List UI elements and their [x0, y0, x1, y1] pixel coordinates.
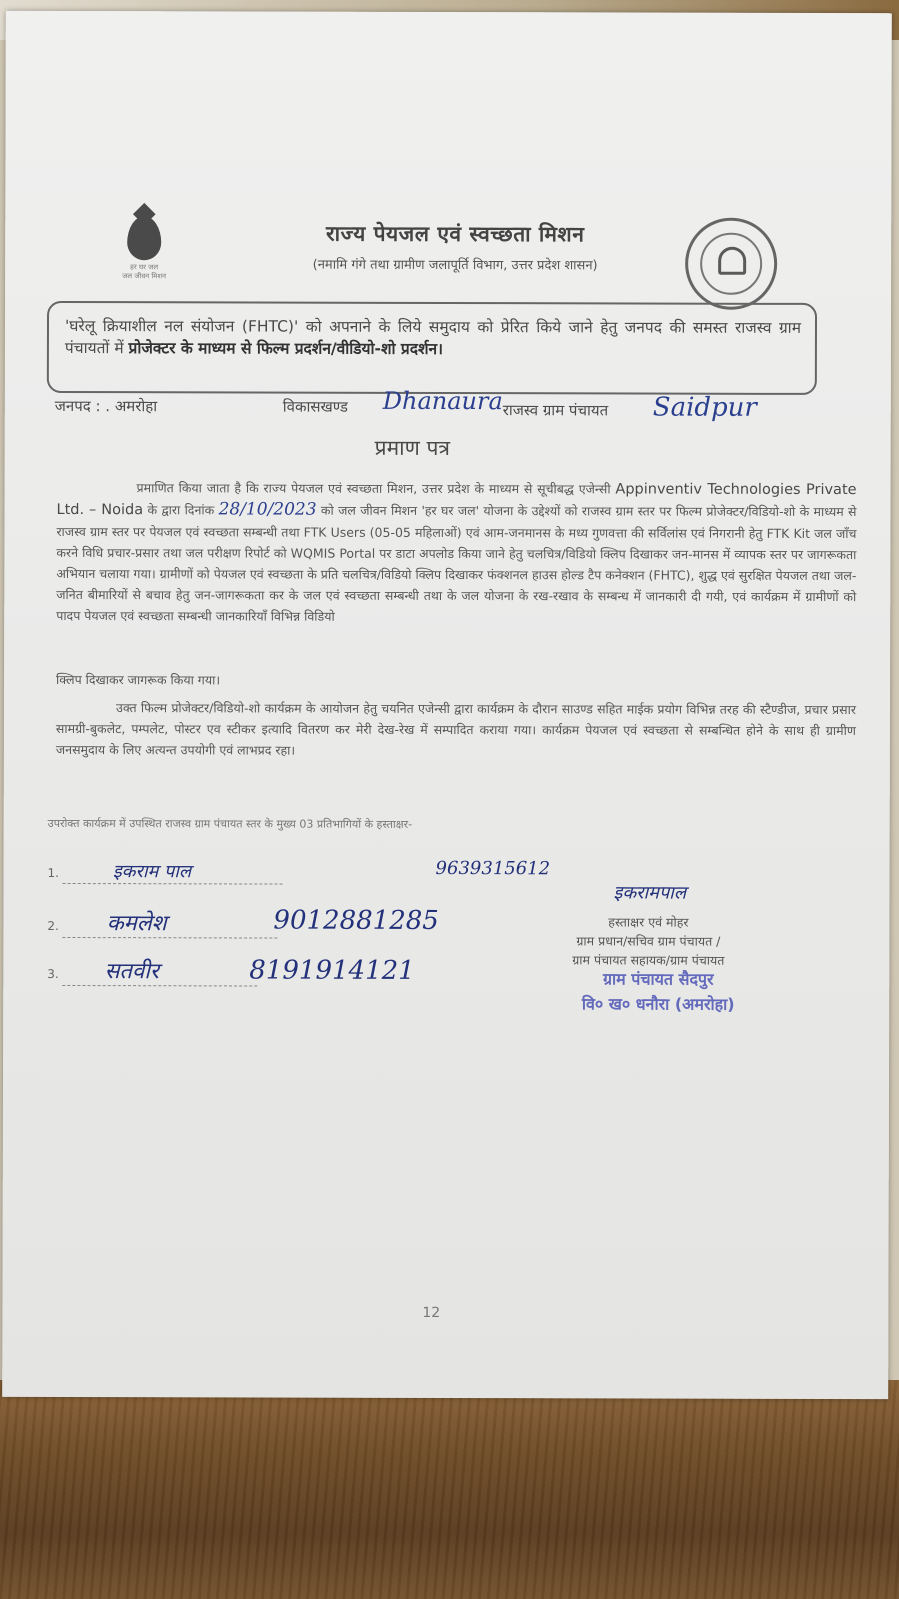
gram-panchayat-label: राजस्व ग्राम पंचायत	[502, 401, 609, 420]
table-surface	[0, 1380, 899, 1599]
gram-panchayat-value: Saidpur	[652, 392, 757, 423]
agency-name: Appinventiv Technologies Private Ltd. – Noida	[56, 481, 857, 519]
participant-signature: कमलेश	[106, 911, 167, 937]
subject-bold-text: प्रोजेक्टर के माध्यम से फिल्म प्रदर्शन/वीडियो-शो प्रदर्शन।	[128, 339, 444, 358]
district-label: जनपद : . अमरोहा	[54, 396, 158, 416]
block-label: विकासखण्ड	[282, 397, 349, 416]
water-drop-icon	[127, 216, 161, 260]
pradhan-signature: इकरामपाल	[613, 882, 687, 904]
certificate-heading: प्रमाण पत्र	[374, 435, 451, 461]
body-paragraph-1-end: क्लिप दिखाकर जागरूक किया गया।	[56, 671, 221, 688]
participant-phone: 9012881285	[273, 905, 439, 936]
department-subtitle: (नमामि गंगे तथा ग्रामीण जलापूर्ति विभाग, उत्तर प्रदेश शासन)	[312, 257, 598, 274]
up-government-seal	[685, 218, 777, 310]
participant-phone: 9639315612	[435, 857, 551, 880]
har-ghar-jal-logo	[109, 211, 179, 291]
block-value: Dhanaura	[382, 386, 503, 416]
panchayat-stamp: ग्राम पंचायत सैदपुर वि० ख० धनौरा (अमरोहा)	[581, 969, 735, 1014]
certificate-document	[2, 11, 892, 1399]
participant-row-1: 1. इकराम पाल	[48, 859, 283, 885]
participant-phone: 8191914121	[249, 955, 415, 986]
mission-title: राज्य पेयजल एवं स्वच्छता मिशन	[326, 221, 585, 247]
participant-signature: सतवीर	[104, 959, 159, 985]
participant-row-3: 3. सतवीर	[47, 955, 257, 987]
subject-box	[47, 301, 817, 395]
participant-signature: इकराम पाल	[112, 861, 192, 883]
body-paragraph-2: उक्त फिल्म प्रोजेक्टर/विडियो-शो कार्यक्रम के आयोजन हेतु चयनित एजेन्सी द्वारा कार्यक्रम के दौरान साउण्ड सहित माईक प्रयोग विभिन्न तरह की स्टैण्डीज, प्रचार प्रसार सामग्री-बुकलेट, पम्पलेट, पोस्टर एव स्टीकर इत्यादि वितरण कर मेरी देख-रेख में सम्पादित कराया गया। कार्यक्रम पेयजल एवं स्वच्छता से सम्बन्धित होने के साथ ही ग्रामीण जनसमुदाय के लिए अत्यन्त उपयोगी एवं लाभप्रद रहा।	[55, 700, 857, 758]
signatures-intro: उपरोक्त कार्यक्रम में उपस्थित राजस्व ग्राम पंचायत स्तर के मुख्य 03 प्रतिभागियों के हस्ताक्षर-	[47, 816, 413, 831]
subject-text: 'घरेलू क्रियाशील नल संयोजन (FHTC)' को अपनाने के लिये समुदाय को प्रेरित किये जाने हेतु जनपद की समस्त राजस्व ग्राम पंचायतों में	[64, 316, 802, 358]
pradhan-designation: हस्ताक्षर एवं मोहर ग्राम प्रधान/सचिव ग्राम पंचायत / ग्राम पंचायत सहायक/ग्राम पंचायत	[572, 914, 725, 968]
event-date: 28/10/2023	[218, 499, 317, 520]
seal-emblem-icon	[718, 247, 746, 275]
logo-caption: हर घर जल जल जीवन मिशन	[122, 263, 167, 281]
page-number: 12	[422, 1304, 441, 1321]
body-paragraph-1: प्रमाणित किया जाता है कि राज्य पेयजल एवं स्वच्छता मिशन, उत्तर प्रदेश के माध्यम से सूचीबद्ध एजेन्सी Appinventiv Technologies Private Ltd. – Noida के द्वारा दिनांक 28/10/2023 को जल जीवन मिशन 'हर घर जल' योजना के उद्देश्यों को राजस्व ग्राम स्तर पर फिल्म प्रोजेक्टर/विडियो-शो के माध्यम से राजस्व ग्राम स्तर पर पेयजल एवं स्वच्छता सम्बन्धी तथा FTK Users (05-05 महिलाओं) एवं आम-जनमानस के मध्य गुणवत्ता की सर्विलांस एवं निगरानी हेतु FTK Kit जल जाँच करने विधि प्रचार-प्रसार तथा जल परीक्षण रिपोर्ट को WQMIS Portal पर डाटा अपलोड किया जाने हेतु चलचित्र/विडियो क्लिप दिखाकर जन-मानस में व्यापक स्तर पर जागरूकता अभियान चलाया गया। ग्रामीणों को पेयजल एवं स्वच्छता के प्रति चलचित्र/विडियो क्लिप दिखाकर फंक्शनल हाउस होल्ड टैप कनेक्शन (FHTC), शुद्ध एवं सुरक्षित पेयजल तथा जल-जनित बीमारियों से बचाव हेतु जन-जागरूकता कर के जल एवं स्वच्छता सम्बन्धी तथा के जल योजना के रख-रखाव के सम्बन्ध में जानकारी दी गयी, एवं कार्यक्रम में ग्रामीणों को पादप पेयजल एवं स्वच्छता सम्बन्धी जानकारियाँ विभिन्न विडियो	[56, 480, 857, 624]
participant-row-2: 2. कमलेश	[47, 907, 277, 939]
